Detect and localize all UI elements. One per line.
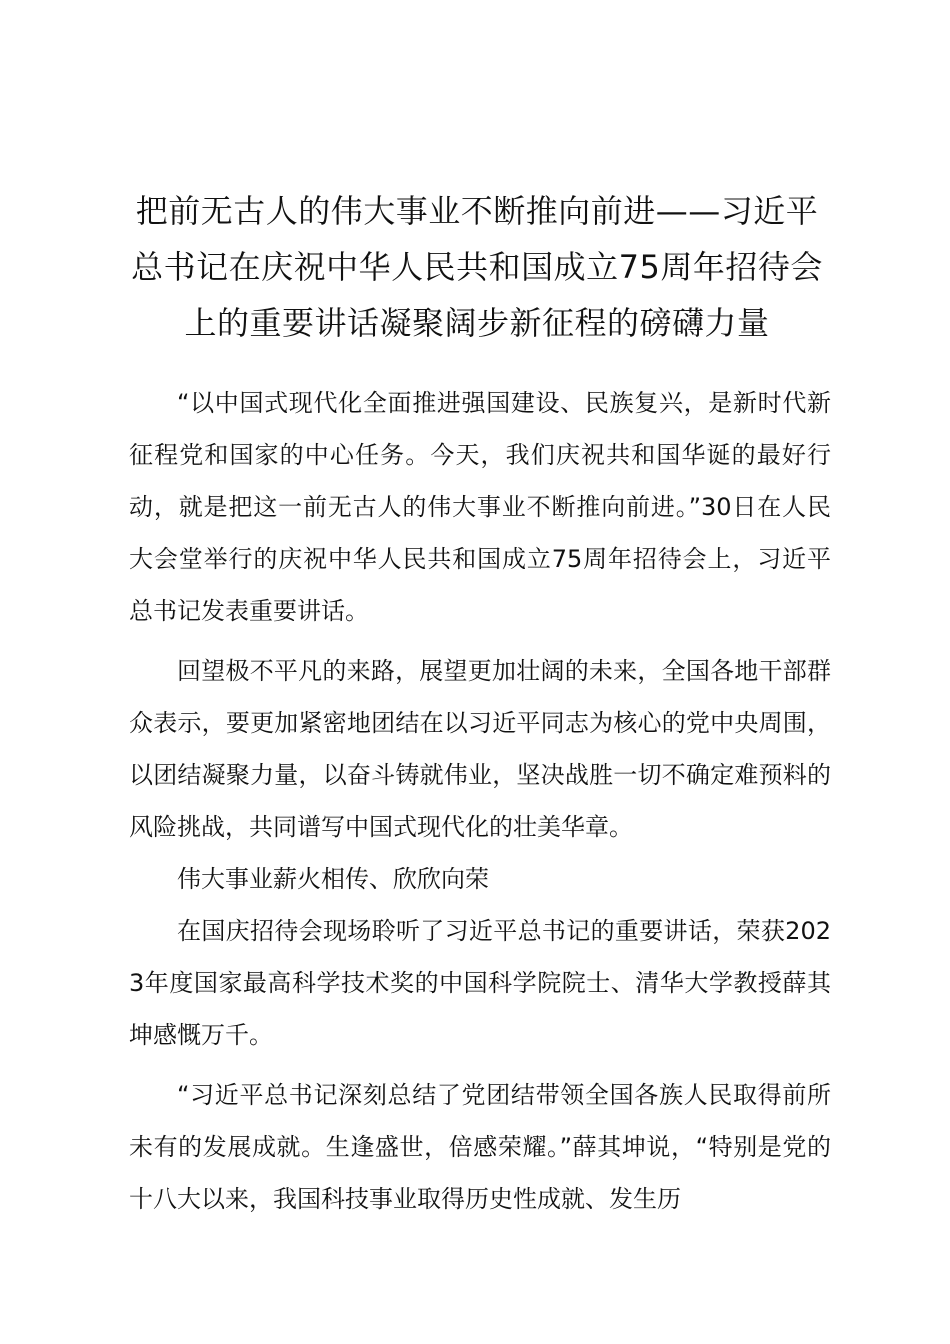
paragraph-3: 在国庆招待会现场聆听了习近平总书记的重要讲话，荣获2023年度国家最高科学技术奖的中国科学院院士、清华大学教授薛其坤感慨万千。 (129, 917, 831, 1049)
article-body (129, 377, 831, 1225)
section-heading: 伟大事业薪火相传、欣欣向荣 (177, 865, 489, 893)
article-title: 把前无古人的伟大事业不断推向前进——习近平总书记在庆祝中华人民共和国成立75周年招待会上的重要讲话凝聚阔步新征程的磅礴力量 (131, 192, 823, 342)
paragraph-2: 回望极不平凡的来路，展望更加壮阔的未来，全国各地干部群众表示，要更加紧密地团结在以习近平同志为核心的党中央周围，以团结凝聚力量，以奋斗铸就伟业，坚决战胜一切不确定难预料的风险挑战，共同谱写中国式现代化的壮美华章。 (129, 657, 831, 841)
paragraph-1: “以中国式现代化全面推进强国建设、民族复兴，是新时代新征程党和国家的中心任务。今天，我们庆祝共和国华诞的最好行动，就是把这一前无古人的伟大事业不断推向前进。”30日在人民大会堂举行的庆祝中华人民共和国成立75周年招待会上，习近平总书记发表重要讲话。 (129, 389, 831, 625)
paragraph-4: “习近平总书记深刻总结了党团结带领全国各族人民取得前所未有的发展成就。生逢盛世，倍感荣耀。”薛其坤说，“特别是党的十八大以来，我国科技事业取得历史性成就、发生历 (129, 1081, 831, 1213)
